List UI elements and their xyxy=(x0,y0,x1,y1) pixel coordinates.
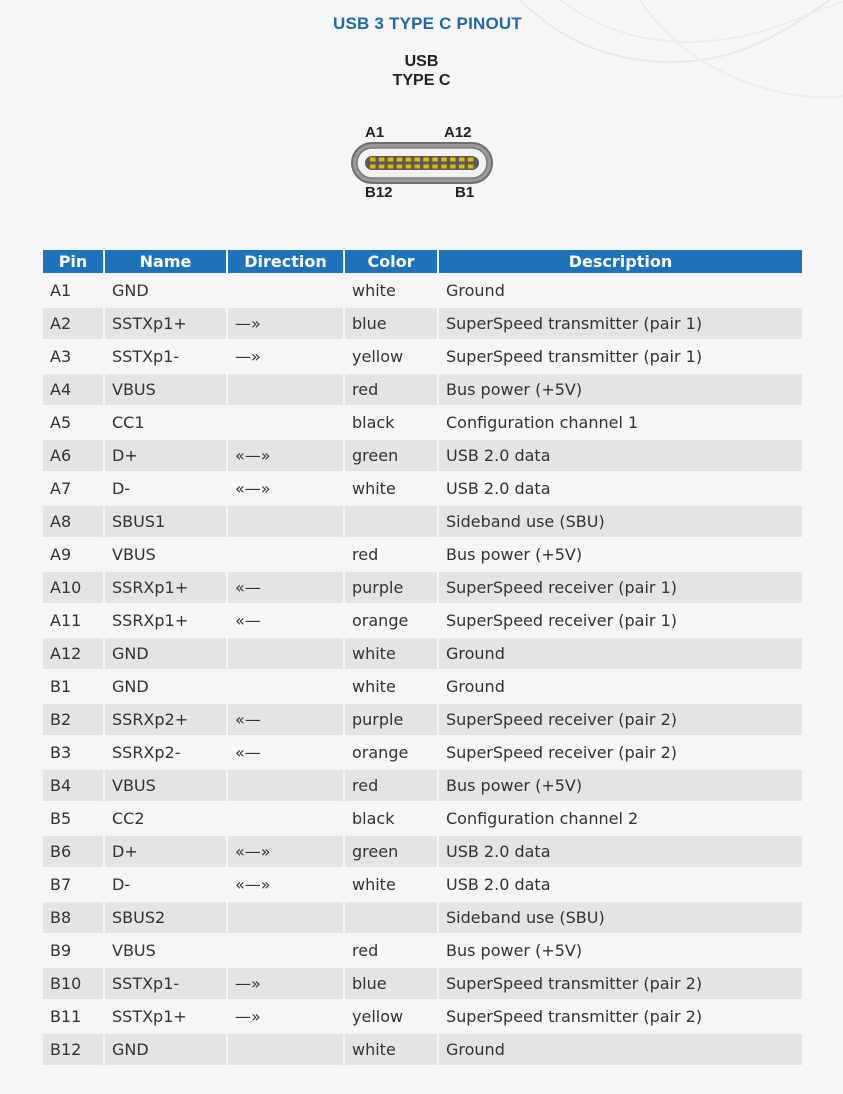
cell-color xyxy=(345,902,437,933)
cell-pin: B11 xyxy=(43,1001,103,1032)
cell-direction xyxy=(228,374,343,405)
connector-title-line2: TYPE C xyxy=(392,72,451,89)
header-pin: Pin xyxy=(43,250,103,273)
label-a12: A12 xyxy=(444,124,472,141)
cell-pin: B7 xyxy=(43,869,103,900)
pin-a1 xyxy=(370,158,376,162)
pin-b5 xyxy=(406,165,412,169)
cell-name: D- xyxy=(105,869,226,900)
cell-direction xyxy=(228,539,343,570)
cell-color: white xyxy=(345,638,437,669)
cell-description: SuperSpeed receiver (pair 2) xyxy=(439,737,802,768)
cell-color: red xyxy=(345,374,437,405)
cell-pin: A7 xyxy=(43,473,103,504)
usb-c-port-icon xyxy=(351,142,493,184)
table-row xyxy=(43,308,802,339)
cell-direction: —» xyxy=(228,968,343,999)
cell-direction: «— xyxy=(228,605,343,636)
cell-pin: A9 xyxy=(43,539,103,570)
cell-pin: A8 xyxy=(43,506,103,537)
cell-name: SSTXp1+ xyxy=(105,1001,226,1032)
cell-color xyxy=(345,506,437,537)
cell-color: red xyxy=(345,539,437,570)
cell-color: white xyxy=(345,869,437,900)
pin-b6 xyxy=(415,165,421,169)
cell-color: yellow xyxy=(345,1001,437,1032)
table-row xyxy=(43,1034,802,1065)
cell-direction xyxy=(228,506,343,537)
cell-direction: —» xyxy=(228,1001,343,1032)
page-title: USB 3 TYPE C PINOUT xyxy=(333,14,522,33)
pin-b11 xyxy=(459,165,465,169)
cell-description: Ground xyxy=(439,671,802,702)
connector-title xyxy=(0,52,843,90)
cell-pin: B10 xyxy=(43,968,103,999)
pin-b7 xyxy=(423,165,429,169)
cell-description: Ground xyxy=(439,275,802,306)
cell-pin: A3 xyxy=(43,341,103,372)
cell-description: SuperSpeed transmitter (pair 2) xyxy=(439,968,802,999)
cell-direction xyxy=(228,770,343,801)
cell-name: GND xyxy=(105,275,226,306)
pin-a7 xyxy=(423,158,429,162)
pin-a2 xyxy=(379,158,385,162)
cell-color: white xyxy=(345,473,437,504)
pin-a12 xyxy=(468,158,474,162)
label-b1: B1 xyxy=(455,184,475,201)
table-row xyxy=(43,1001,802,1032)
cell-direction: —» xyxy=(228,341,343,372)
pin-a6 xyxy=(415,158,421,162)
cell-description: Bus power (+5V) xyxy=(439,539,802,570)
cell-name: SSRXp1+ xyxy=(105,572,226,603)
cell-color: green xyxy=(345,440,437,471)
cell-name: D+ xyxy=(105,440,226,471)
cell-name: CC1 xyxy=(105,407,226,438)
table-row xyxy=(43,902,802,933)
cell-color: blue xyxy=(345,308,437,339)
cell-pin: B5 xyxy=(43,803,103,834)
cell-name: SSTXp1- xyxy=(105,968,226,999)
cell-name: SSTXp1- xyxy=(105,341,226,372)
header-direction: Direction xyxy=(228,250,343,273)
cell-description: USB 2.0 data xyxy=(439,440,802,471)
cell-direction xyxy=(228,275,343,306)
cell-direction xyxy=(228,935,343,966)
cell-description: Configuration channel 2 xyxy=(439,803,802,834)
cell-description: SuperSpeed transmitter (pair 2) xyxy=(439,1001,802,1032)
cell-color: purple xyxy=(345,572,437,603)
table-row xyxy=(43,572,802,603)
table-row xyxy=(43,836,802,867)
table-row xyxy=(43,638,802,669)
cell-description: USB 2.0 data xyxy=(439,836,802,867)
cell-color: red xyxy=(345,770,437,801)
cell-color: black xyxy=(345,803,437,834)
cell-description: SuperSpeed receiver (pair 1) xyxy=(439,605,802,636)
cell-color: purple xyxy=(345,704,437,735)
cell-description: SuperSpeed receiver (pair 1) xyxy=(439,572,802,603)
cell-name: GND xyxy=(105,671,226,702)
table-row xyxy=(43,341,802,372)
cell-name: SSRXp1+ xyxy=(105,605,226,636)
cell-name: SSRXp2- xyxy=(105,737,226,768)
pinout-table xyxy=(41,248,804,1067)
pin-b8 xyxy=(432,165,438,169)
table-row xyxy=(43,473,802,504)
cell-direction: «—» xyxy=(228,473,343,504)
table-header-row xyxy=(43,250,802,273)
table-row xyxy=(43,275,802,306)
connector-title-line1: USB xyxy=(404,53,439,70)
cell-pin: A2 xyxy=(43,308,103,339)
cell-color: orange xyxy=(345,737,437,768)
cell-description: USB 2.0 data xyxy=(439,869,802,900)
pin-a3 xyxy=(388,158,394,162)
cell-name: SBUS1 xyxy=(105,506,226,537)
cell-description: SuperSpeed transmitter (pair 1) xyxy=(439,308,802,339)
cell-pin: B8 xyxy=(43,902,103,933)
cell-color: orange xyxy=(345,605,437,636)
cell-color: white xyxy=(345,671,437,702)
pin-a11 xyxy=(459,158,465,162)
pin-a9 xyxy=(441,158,447,162)
cell-direction: «— xyxy=(228,572,343,603)
cell-pin: B9 xyxy=(43,935,103,966)
cell-name: VBUS xyxy=(105,539,226,570)
table-row xyxy=(43,770,802,801)
cell-description: Configuration channel 1 xyxy=(439,407,802,438)
cell-direction xyxy=(228,803,343,834)
pin-a10 xyxy=(450,158,456,162)
cell-name: VBUS xyxy=(105,935,226,966)
cell-pin: A1 xyxy=(43,275,103,306)
usb-c-connector-diagram xyxy=(345,121,505,206)
cell-direction: «—» xyxy=(228,869,343,900)
cell-description: Ground xyxy=(439,638,802,669)
table-row xyxy=(43,374,802,405)
pin-b3 xyxy=(388,165,394,169)
cell-color: red xyxy=(345,935,437,966)
table-row xyxy=(43,605,802,636)
pinout-table-body xyxy=(43,275,802,1065)
cell-description: Bus power (+5V) xyxy=(439,935,802,966)
table-row xyxy=(43,407,802,438)
cell-pin: B2 xyxy=(43,704,103,735)
cell-pin: A12 xyxy=(43,638,103,669)
table-row xyxy=(43,440,802,471)
table-row xyxy=(43,671,802,702)
cell-color: blue xyxy=(345,968,437,999)
pin-a5 xyxy=(406,158,412,162)
cell-direction xyxy=(228,638,343,669)
cell-color: green xyxy=(345,836,437,867)
table-row xyxy=(43,506,802,537)
header-name: Name xyxy=(105,250,226,273)
table-row xyxy=(43,869,802,900)
cell-description: Sideband use (SBU) xyxy=(439,506,802,537)
pin-a8 xyxy=(432,158,438,162)
cell-description: SuperSpeed receiver (pair 2) xyxy=(439,704,802,735)
cell-color: black xyxy=(345,407,437,438)
pin-b1 xyxy=(370,165,376,169)
cell-pin: B4 xyxy=(43,770,103,801)
header-color: Color xyxy=(345,250,437,273)
cell-pin: A10 xyxy=(43,572,103,603)
cell-direction xyxy=(228,407,343,438)
cell-direction: «—» xyxy=(228,440,343,471)
cell-description: Bus power (+5V) xyxy=(439,374,802,405)
cell-name: VBUS xyxy=(105,374,226,405)
cell-direction: «— xyxy=(228,737,343,768)
pin-b9 xyxy=(441,165,447,169)
table-row xyxy=(43,803,802,834)
cell-name: VBUS xyxy=(105,770,226,801)
label-b12: B12 xyxy=(365,184,393,201)
pin-b4 xyxy=(397,165,403,169)
cell-description: Bus power (+5V) xyxy=(439,770,802,801)
table-row xyxy=(43,539,802,570)
pin-b12 xyxy=(468,165,474,169)
cell-pin: A4 xyxy=(43,374,103,405)
cell-pin: B12 xyxy=(43,1034,103,1065)
cell-name: CC2 xyxy=(105,803,226,834)
cell-description: Sideband use (SBU) xyxy=(439,902,802,933)
table-row xyxy=(43,968,802,999)
cell-name: D+ xyxy=(105,836,226,867)
cell-name: SSRXp2+ xyxy=(105,704,226,735)
cell-color: white xyxy=(345,275,437,306)
label-a1: A1 xyxy=(365,124,385,141)
cell-pin: B3 xyxy=(43,737,103,768)
cell-description: USB 2.0 data xyxy=(439,473,802,504)
cell-pin: A11 xyxy=(43,605,103,636)
cell-direction: —» xyxy=(228,308,343,339)
cell-name: SBUS2 xyxy=(105,902,226,933)
table-row xyxy=(43,737,802,768)
cell-description: Ground xyxy=(439,1034,802,1065)
cell-direction xyxy=(228,902,343,933)
cell-pin: A5 xyxy=(43,407,103,438)
cell-direction xyxy=(228,671,343,702)
cell-color: white xyxy=(345,1034,437,1065)
header-description: Description xyxy=(439,250,802,273)
table-row xyxy=(43,704,802,735)
cell-name: GND xyxy=(105,638,226,669)
cell-direction xyxy=(228,1034,343,1065)
pin-a4 xyxy=(397,158,403,162)
cell-name: SSTXp1+ xyxy=(105,308,226,339)
cell-color: yellow xyxy=(345,341,437,372)
table-row xyxy=(43,935,802,966)
pin-b2 xyxy=(379,165,385,169)
cell-direction: «—» xyxy=(228,836,343,867)
pin-b10 xyxy=(450,165,456,169)
cell-name: D- xyxy=(105,473,226,504)
cell-pin: B1 xyxy=(43,671,103,702)
cell-pin: B6 xyxy=(43,836,103,867)
cell-description: SuperSpeed transmitter (pair 1) xyxy=(439,341,802,372)
cell-direction: «— xyxy=(228,704,343,735)
cell-name: GND xyxy=(105,1034,226,1065)
cell-pin: A6 xyxy=(43,440,103,471)
